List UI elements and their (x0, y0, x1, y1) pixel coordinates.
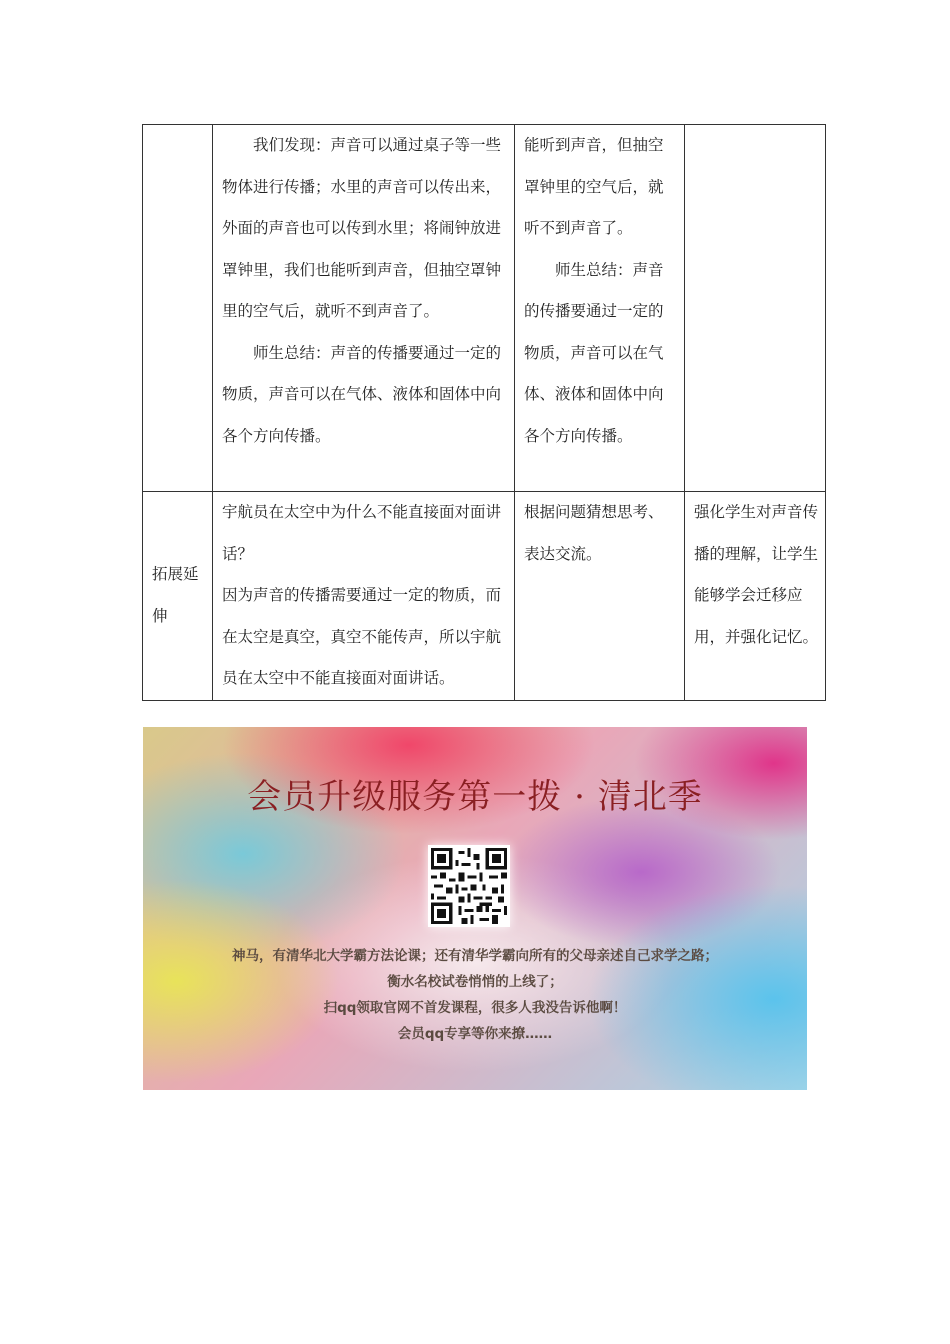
row-label-cell: 拓展延伸 (143, 492, 213, 701)
student-activity-cell: 根据问题猜想思考、表达交流。 (515, 492, 685, 701)
student-activity-cell (515, 125, 685, 492)
banner-line: 会员qq专享等你来撩…… (397, 1026, 553, 1042)
paragraph: 因为声音的传播需要通过一定的物质，而在太空是真空，真空不能传声，所以宇航员在太空中不能直接面对面讲话。 (222, 586, 502, 687)
banner-title: 会员升级服务第一拨 · 清北季 (247, 777, 703, 817)
design-intent-cell (685, 125, 826, 492)
teacher-activity-cell (213, 492, 515, 701)
banner-line: 衡水名校试卷悄悄的上线了； (387, 974, 563, 990)
paragraph: 能听到声音，但抽空罩钟里的空气后，就听不到声音了。 (524, 136, 664, 237)
banner-text (143, 943, 807, 1047)
lesson-table (142, 124, 826, 701)
table-row (143, 125, 826, 492)
paragraph: 我们发现：声音可以通过桌子等一些物体进行传播；水里的声音可以传出来，外面的声音也可以传到水里；将闹钟放进罩钟里，我们也能听到声音，但抽空罩钟里的空气后，就听不到声音了。 (222, 136, 502, 320)
paragraph: 宇航员在太空中为什么不能直接面对面讲话？ (222, 503, 502, 563)
qr-code-icon[interactable] (428, 845, 510, 927)
design-intent-cell: 强化学生对声音传播的理解，让学生能够学会迁移应用，并强化记忆。 (685, 492, 826, 701)
table-row (143, 492, 826, 701)
row-label-cell (143, 125, 213, 492)
banner-line: 扫qq领取官网不首发课程，很多人我没告诉他啊！ (323, 1000, 627, 1016)
paragraph: 师生总结：声音的传播要通过一定的物质，声音可以在气体、液体和固体中向各个方向传播。 (524, 260, 664, 445)
promo-banner (143, 727, 807, 1090)
banner-line: 神马，有清华北大学霸方法论课；还有清华学霸向所有的父母亲述自己求学之路； (232, 948, 718, 964)
paragraph: 师生总结：声音的传播要通过一定的物质，声音可以在气体、液体和固体中向各个方向传播。 (222, 343, 502, 445)
teacher-activity-cell (213, 125, 515, 492)
